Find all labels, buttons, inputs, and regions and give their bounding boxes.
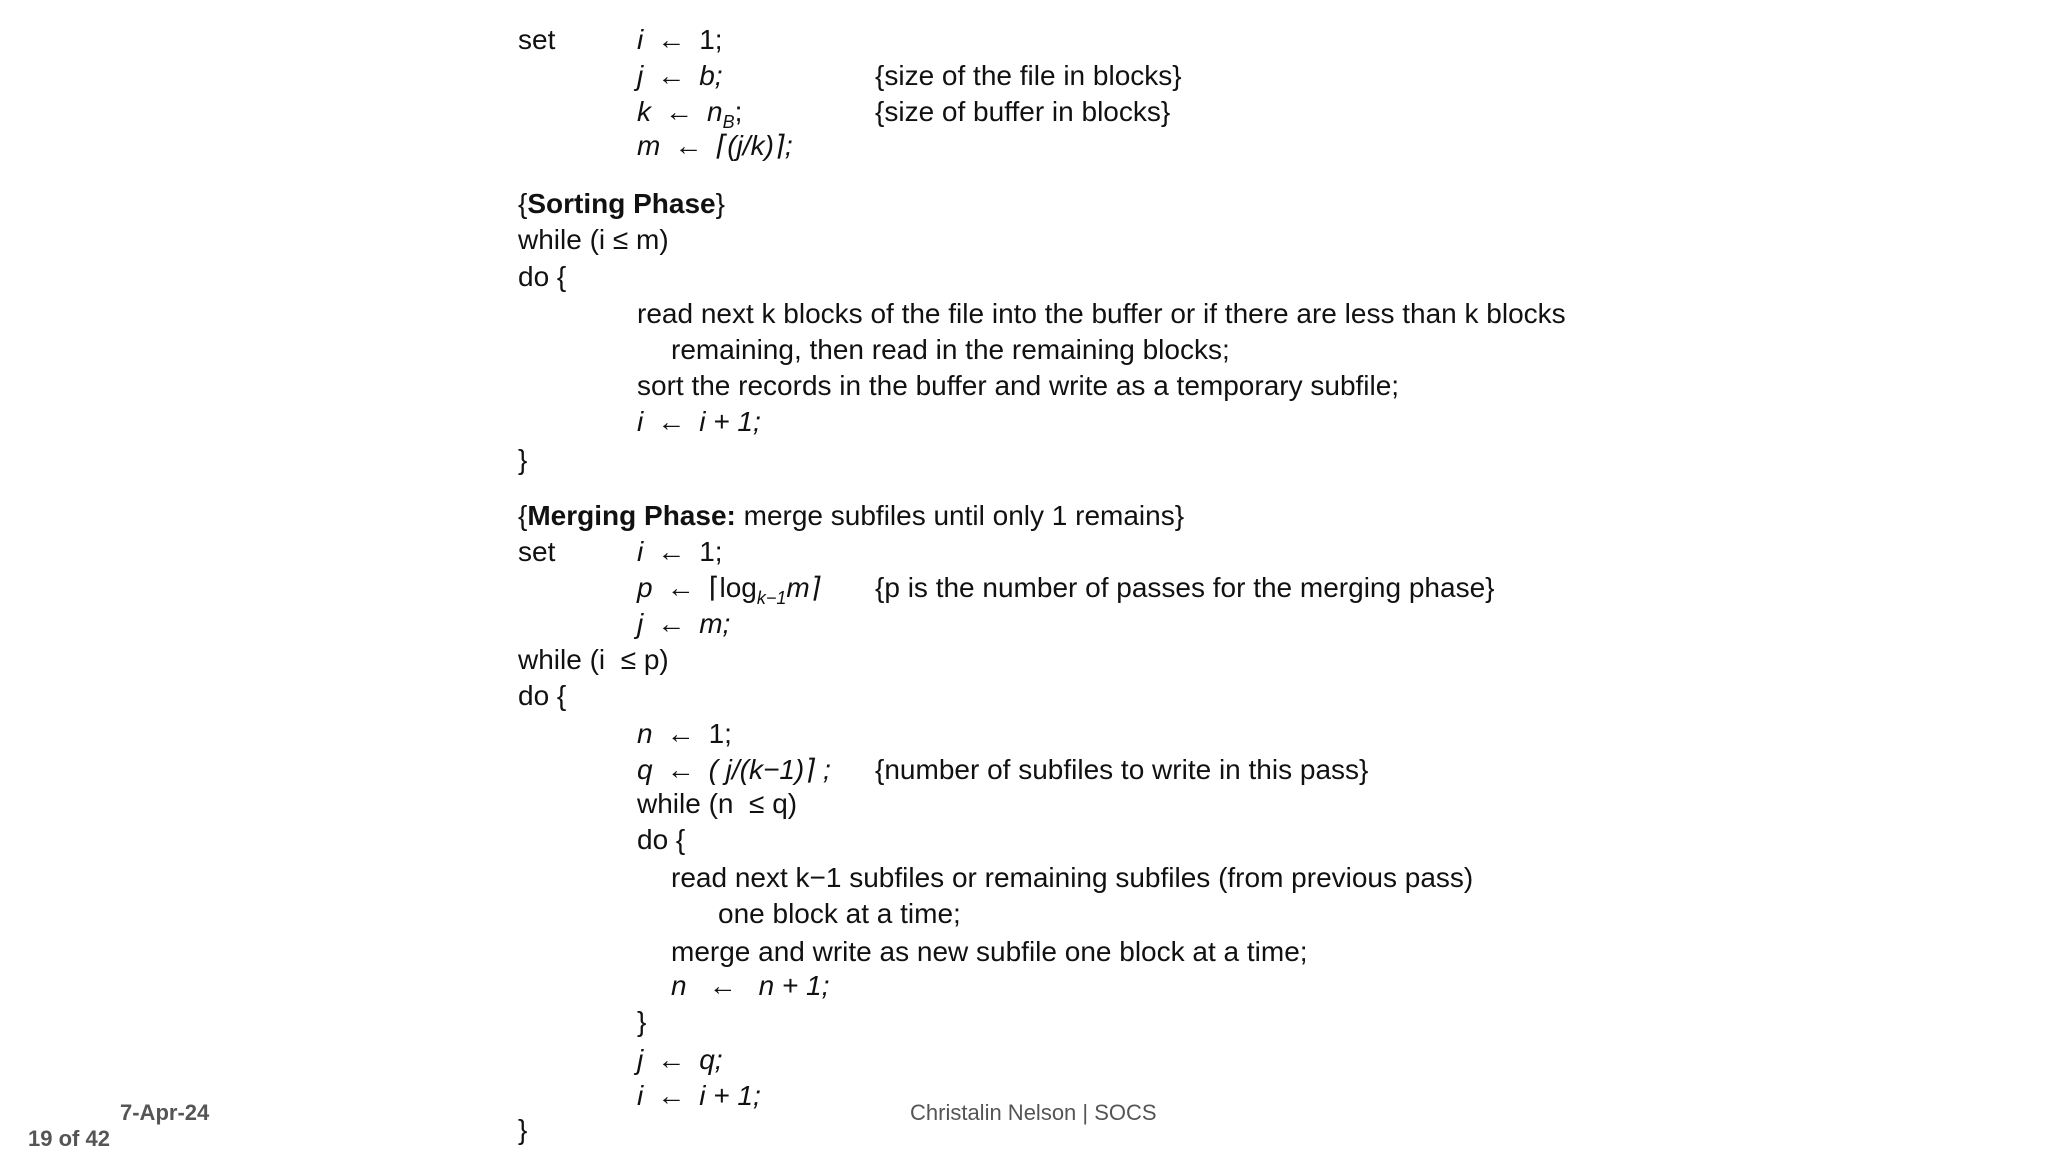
var-k: k <box>637 96 651 127</box>
read-subfiles-line-1: read next k−1 subfiles or remaining subfiles (from previous pass) <box>671 862 1474 893</box>
var-j: j <box>637 60 644 91</box>
read-subfiles-line-2: one block at a time; <box>718 898 961 929</box>
value: n <box>707 96 723 127</box>
merge-write-line: merge and write as new subfile one block at a time; <box>671 936 1308 967</box>
increment-i-1 <box>637 406 761 438</box>
value: 1; <box>699 536 723 567</box>
value: 1; <box>699 24 723 55</box>
arrow-icon: ← <box>657 608 686 639</box>
var-m: m <box>637 130 661 161</box>
value: i + 1; <box>699 406 761 437</box>
close-brace-3: } <box>637 1006 647 1037</box>
assign-i-2 <box>637 536 723 568</box>
value: b; <box>699 60 723 91</box>
increment-n <box>671 970 829 1002</box>
arrow-icon: ← <box>657 1080 686 1111</box>
arrow-icon: ← <box>666 718 695 749</box>
arrow-icon: ← <box>666 572 695 603</box>
merging-phase-heading <box>518 500 1184 532</box>
arrow-icon: ← <box>665 96 693 127</box>
brace-open: { <box>518 188 528 219</box>
footer-date: 7-Apr-24 <box>120 1100 210 1125</box>
var-i: i <box>637 406 644 437</box>
var-i: i <box>637 1080 644 1111</box>
footer-author: Christalin Nelson | SOCS <box>910 1100 1157 1125</box>
brace-close: } <box>715 188 725 219</box>
var-q: q <box>637 754 653 785</box>
value: ⌈(j/k)⌉; <box>716 130 793 161</box>
comment-subfiles: {number of subfiles to write in this pass} <box>875 754 1369 785</box>
set-keyword-2: set <box>518 536 556 567</box>
footer-page-number: 19 of 42 <box>28 1126 110 1151</box>
value-end: m⌉ <box>786 572 821 603</box>
assign-j-q <box>637 1044 723 1076</box>
sort-records-line: sort the records in the buffer and write as a temporary subfile; <box>637 370 1400 401</box>
subscript: k−1 <box>756 588 787 608</box>
while-loop-1: while (i ≤ m) <box>518 224 669 255</box>
close-brace-2: } <box>518 1114 528 1145</box>
comment-file-size: {size of the file in blocks} <box>875 60 1182 91</box>
var-j: j <box>637 608 644 639</box>
value: ( j/(k−1)⌉ ; <box>708 754 831 785</box>
read-blocks-line-2: remaining, then read in the remaining blocks; <box>671 334 1230 365</box>
assign-i-1 <box>637 24 723 56</box>
arrow-icon: ← <box>708 970 737 1001</box>
assign-j-2 <box>637 608 730 640</box>
close-brace-1: } <box>518 444 528 475</box>
do-block-1: do { <box>518 261 567 292</box>
do-block-3: do { <box>637 824 686 855</box>
arrow-icon: ← <box>657 1044 686 1075</box>
arrow-icon: ← <box>674 130 703 161</box>
heading-rest: merge subfiles until only 1 remains} <box>735 500 1185 531</box>
arrow-icon: ← <box>657 536 686 567</box>
while-loop-3: while (n ≤ q) <box>637 788 798 819</box>
do-block-2: do { <box>518 680 567 711</box>
value: i + 1; <box>699 1080 761 1111</box>
value: 1; <box>708 718 732 749</box>
while-loop-2: while (i ≤ p) <box>518 644 669 675</box>
var-n: n <box>671 970 687 1001</box>
increment-i-2 <box>637 1080 761 1112</box>
var-n: n <box>637 718 653 749</box>
value: m; <box>699 608 731 639</box>
arrow-icon: ← <box>666 754 695 785</box>
assign-n <box>637 718 732 750</box>
var-i: i <box>637 536 644 567</box>
assign-j-1 <box>637 60 723 92</box>
arrow-icon: ← <box>657 60 686 91</box>
var-p: p <box>637 572 653 603</box>
value: ⌈log <box>708 572 757 603</box>
subscript: B <box>722 112 735 132</box>
read-blocks-line-1: read next k blocks of the file into the buffer or if there are less than k blocks <box>637 298 1566 329</box>
value: n + 1; <box>758 970 830 1001</box>
arrow-icon: ← <box>657 24 686 55</box>
heading-text: Merging Phase: <box>527 500 736 531</box>
arrow-icon: ← <box>657 406 686 437</box>
brace-open: { <box>518 500 528 531</box>
set-keyword-1: set <box>518 24 556 55</box>
semicolon: ; <box>734 96 743 127</box>
assign-q <box>637 754 831 786</box>
var-i: i <box>637 24 644 55</box>
heading-text: Sorting Phase <box>527 188 716 219</box>
var-j: j <box>637 1044 644 1075</box>
value: q; <box>699 1044 723 1075</box>
sorting-phase-heading <box>518 188 725 220</box>
comment-passes: {p is the number of passes for the merging phase} <box>875 572 1495 603</box>
assign-m-1 <box>637 130 793 162</box>
comment-buffer-size: {size of buffer in blocks} <box>875 96 1171 127</box>
